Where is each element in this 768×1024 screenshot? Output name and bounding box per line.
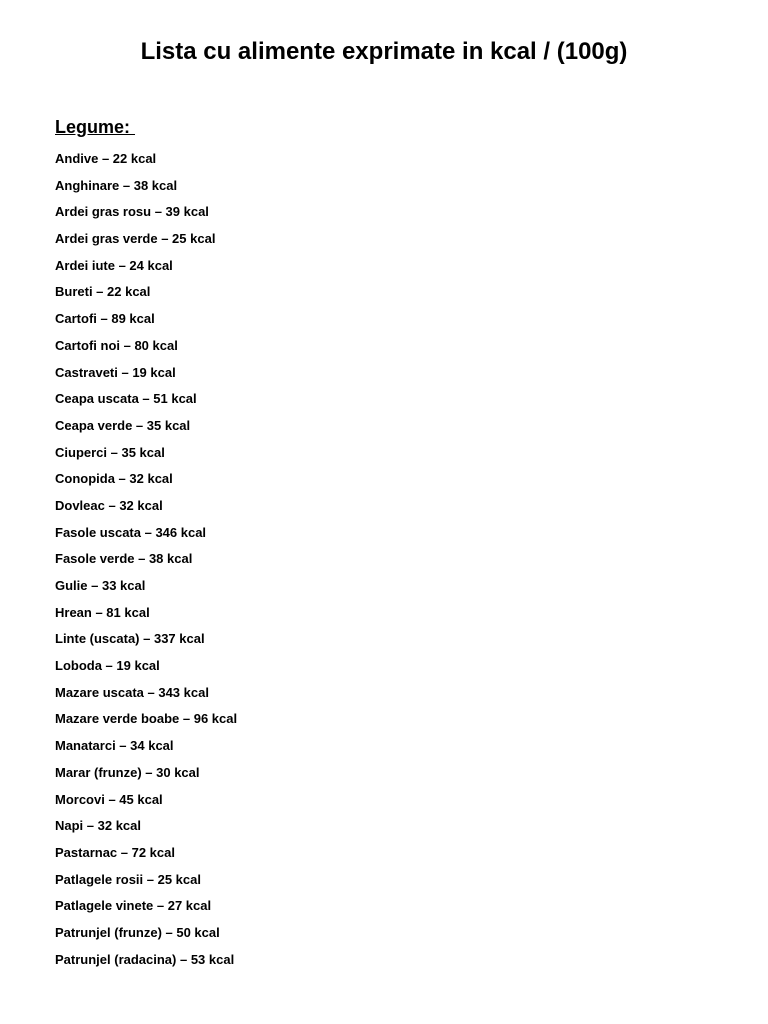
- list-item: Andive – 22 kcal: [55, 151, 157, 166]
- list-item: Hrean – 81 kcal: [55, 604, 150, 620]
- list-item: Patlagele vinete – 27 kcal: [55, 898, 212, 914]
- list-item: Ciuperci – 35 kcal: [55, 444, 165, 460]
- list-item: Patrunjel (radacina) – 53 kcal: [55, 951, 235, 967]
- list-item: Mazare uscata – 343 kcal: [55, 684, 209, 700]
- food-calorie-list: [55, 146, 237, 973]
- list-item: Cartofi – 89 kcal: [55, 311, 155, 327]
- list-item: Mazare verde boabe – 96 kcal: [55, 711, 238, 727]
- list-item: Morcovi – 45 kcal: [55, 791, 163, 807]
- list-item: Ardei iute – 24 kcal: [55, 257, 173, 273]
- list-item: Pastarnac – 72 kcal: [55, 844, 175, 860]
- list-item: Patrunjel (frunze) – 50 kcal: [55, 924, 220, 940]
- list-item: Fasole verde – 38 kcal: [55, 551, 193, 567]
- list-item: Ceapa uscata – 51 kcal: [55, 391, 197, 407]
- list-item: Castraveti – 19 kcal: [55, 364, 176, 380]
- list-item: Gulie – 33 kcal: [55, 578, 146, 593]
- list-item: Manatarci – 34 kcal: [55, 738, 174, 754]
- list-item: Cartofi noi – 80 kcal: [55, 337, 178, 353]
- list-item: Marar (frunze) – 30 kcal: [55, 764, 200, 780]
- list-item: Patlagele rosii – 25 kcal: [55, 871, 201, 887]
- list-item: Conopida – 32 kcal: [55, 471, 173, 487]
- list-item: Ardei gras rosu – 39 kcal: [55, 204, 209, 220]
- list-item: Ardei gras verde – 25 kcal: [55, 231, 216, 247]
- list-item: Ceapa verde – 35 kcal: [55, 417, 191, 433]
- list-item: Fasole uscata – 346 kcal: [55, 524, 207, 540]
- list-item: Napi – 32 kcal: [55, 818, 141, 834]
- list-item: Anghinare – 38 kcal: [55, 177, 178, 193]
- list-item: Dovleac – 32 kcal: [55, 497, 163, 513]
- list-item: Loboda – 19 kcal: [55, 658, 160, 674]
- document-title: Lista cu alimente exprimate in kcal / (100g): [140, 38, 628, 65]
- section-heading-legume: Legume:: [55, 117, 136, 137]
- list-item: Linte (uscata) – 337 kcal: [55, 631, 205, 647]
- list-item: Bureti – 22 kcal: [55, 284, 151, 300]
